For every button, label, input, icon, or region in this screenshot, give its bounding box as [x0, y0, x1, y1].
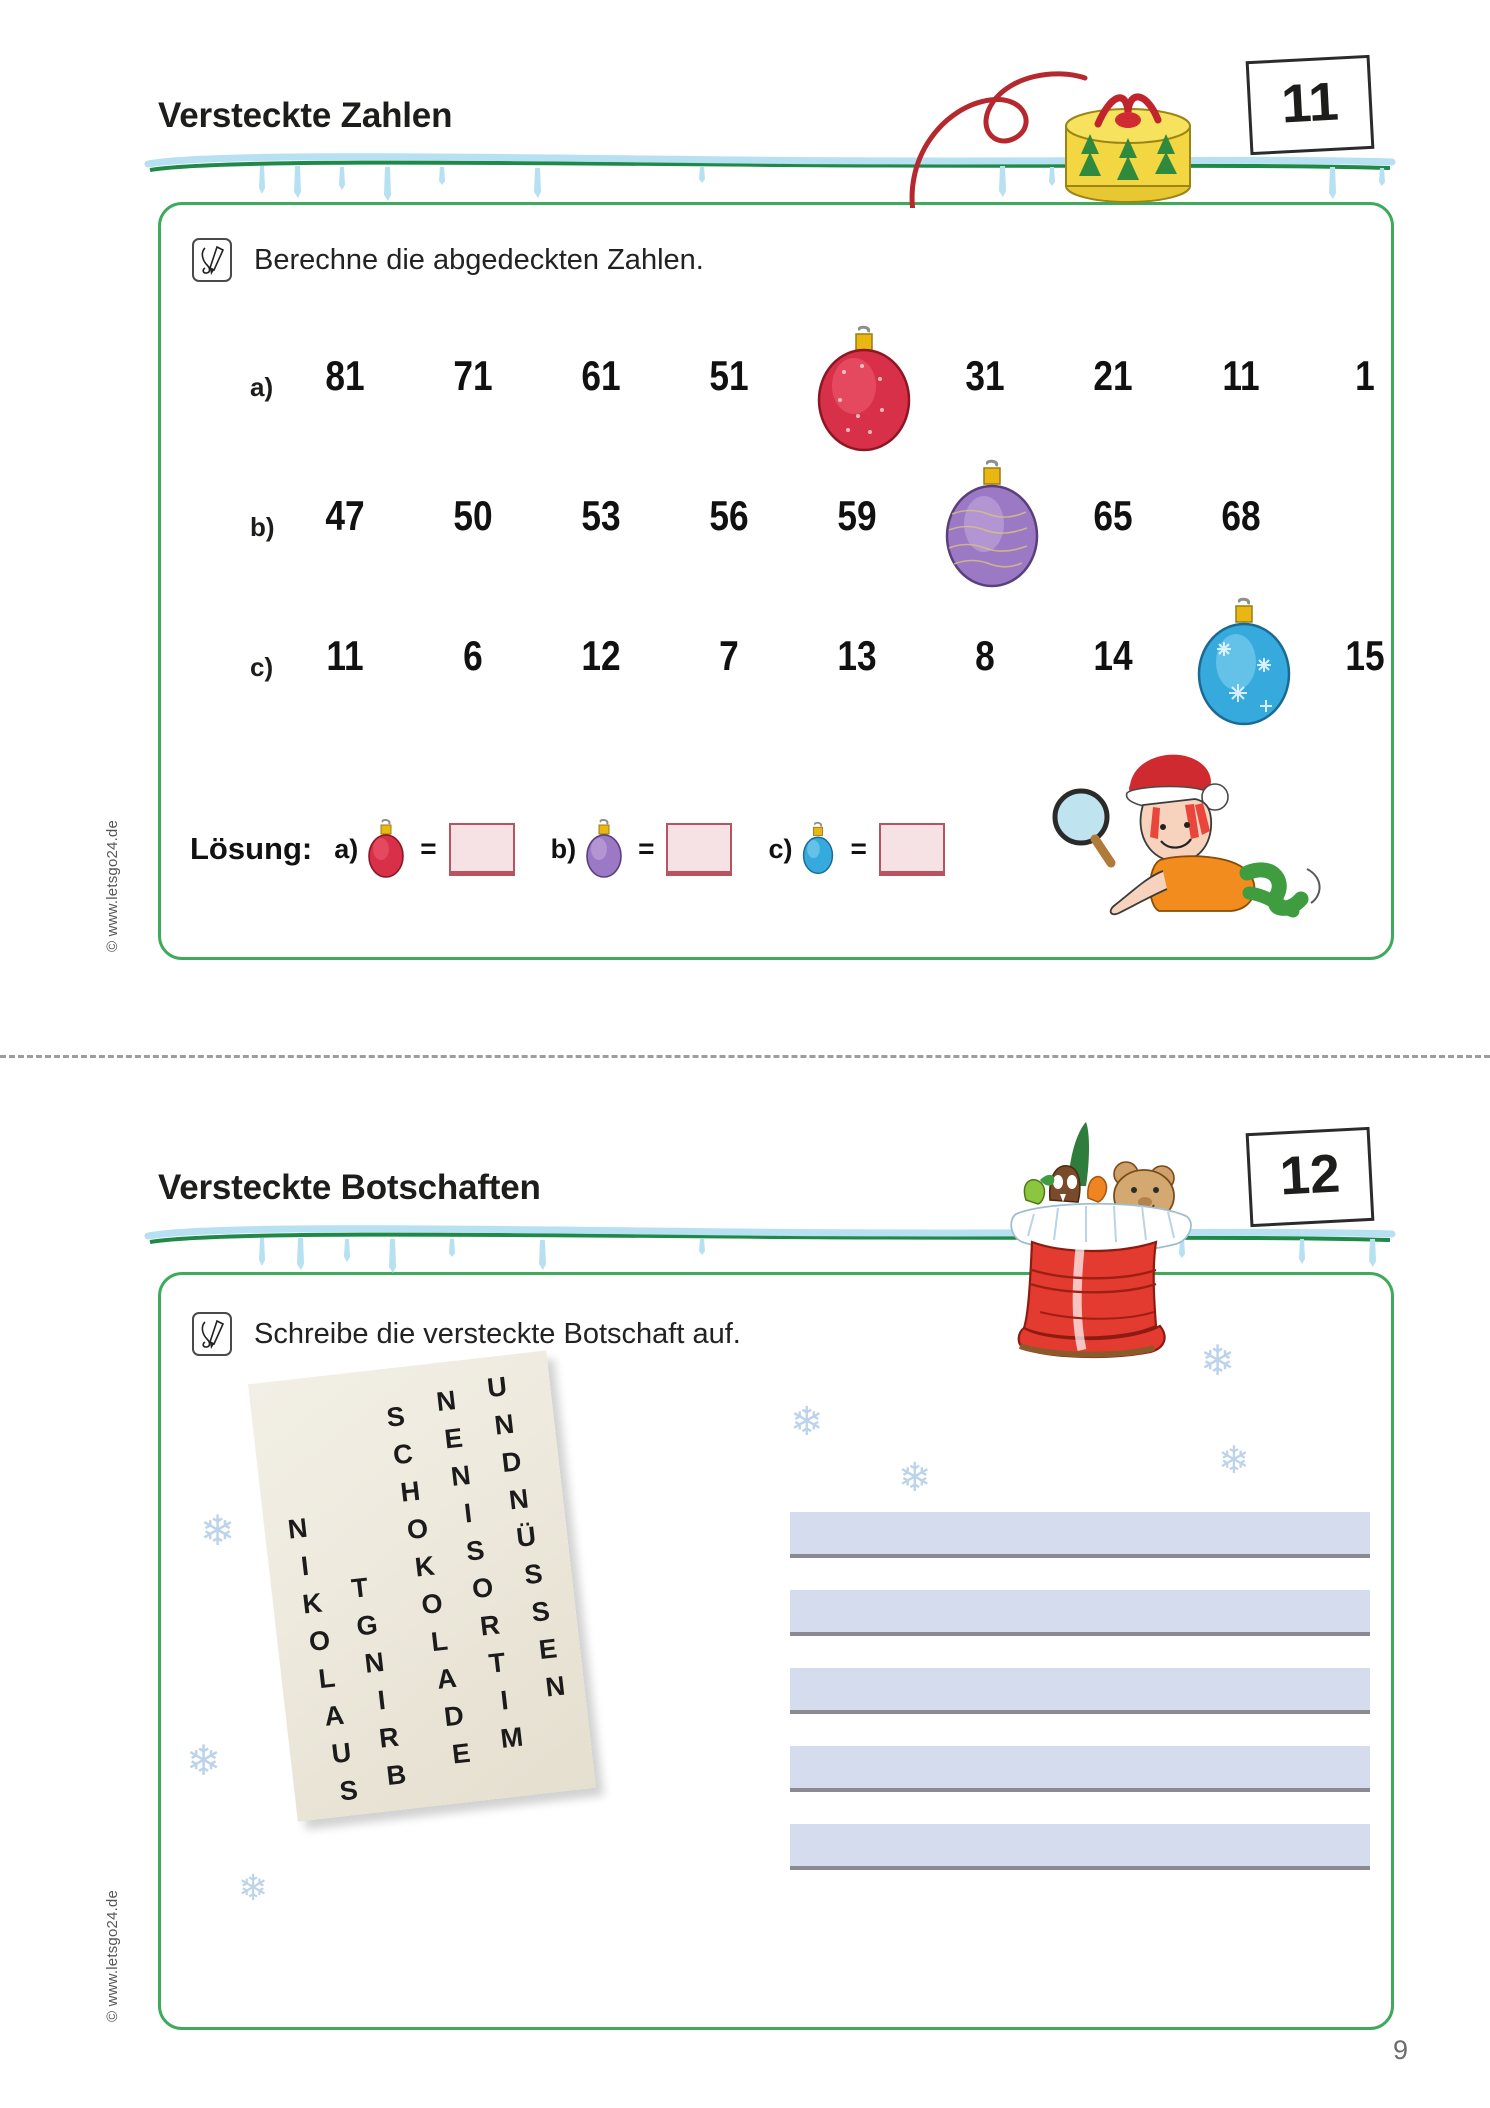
solution-item-b — [551, 818, 733, 880]
seq-c-cell-2: 12 — [581, 632, 621, 679]
worksheet-1-instruction-row — [192, 238, 704, 282]
copyright-1: © www.letsgo24.de — [104, 819, 121, 952]
grid-c4-r2: D — [500, 1446, 523, 1479]
grid-c2-r0: S — [385, 1400, 407, 1433]
pencil-icon — [192, 238, 232, 282]
solution-equals-a: = — [420, 833, 437, 864]
seq-c-cell-4: 13 — [837, 632, 877, 679]
grid-c3-r7: T — [487, 1647, 508, 1679]
grid-c2-r8: D — [442, 1700, 466, 1733]
grid-c1-r0: T — [349, 1572, 370, 1604]
ornament-blue-hiding-number — [1190, 596, 1300, 726]
solution-answer-box-c[interactable] — [879, 823, 945, 876]
seq-b-cell-3: 56 — [709, 492, 749, 539]
seq-b-cell-1: 50 — [453, 492, 493, 539]
worksheet-2-title: Versteckte Botschaften — [158, 1168, 541, 1207]
grid-c3-r3: I — [462, 1497, 474, 1529]
seq-c-cell-3: 7 — [719, 632, 739, 679]
ornament-blue-small-icon — [798, 821, 838, 877]
solution-letter-c: c) — [768, 833, 793, 864]
grid-c3-r1: E — [442, 1422, 465, 1455]
grid-c3-r0: N — [434, 1385, 458, 1418]
grid-c0-r5: A — [322, 1699, 346, 1732]
seq-a-cell-5: 31 — [965, 352, 1005, 399]
grid-c0-r0: N — [286, 1512, 310, 1545]
grid-c0-r3: O — [307, 1624, 332, 1658]
seq-b-cell-0: 47 — [325, 492, 365, 539]
sequence-label-a: a) — [250, 372, 274, 402]
grid-c1-r4: R — [377, 1721, 401, 1754]
grid-c4-r8: N — [543, 1670, 567, 1703]
seq-b-cell-4: 59 — [837, 492, 877, 539]
grid-c4-r4: Ü — [514, 1520, 538, 1553]
grid-c0-r2: K — [300, 1587, 324, 1620]
snowflake-icon: ❄ — [238, 1867, 269, 1908]
grid-c0-r1: I — [299, 1550, 311, 1582]
seq-c-cell-1: 6 — [463, 632, 483, 679]
answer-line-2[interactable] — [790, 1590, 1370, 1636]
letter-grid-paper — [248, 1350, 596, 1821]
worksheet-1-badge-number: 11 — [1279, 71, 1340, 135]
ornament-red-hiding-number — [810, 324, 920, 454]
grid-c2-r2: H — [398, 1475, 422, 1508]
grid-c2-r3: O — [405, 1513, 430, 1546]
copyright-2: © www.letsgo24.de — [104, 1889, 121, 2022]
solution-equals-c: = — [850, 833, 867, 864]
grid-c4-r1: N — [492, 1408, 516, 1441]
solution-row — [190, 818, 981, 880]
grid-c0-r4: L — [316, 1662, 337, 1695]
grid-c3-r8: I — [499, 1685, 510, 1716]
snowflake-icon: ❄ — [186, 1737, 222, 1784]
grid-c2-r6: L — [429, 1625, 450, 1658]
solution-letter-b: b) — [550, 833, 577, 864]
snowflake-icon: ❄ — [898, 1456, 932, 1500]
worksheet-2-instruction-row — [192, 1312, 741, 1356]
solution-letter-a: a) — [334, 833, 359, 864]
seq-c-cell-6: 14 — [1093, 632, 1133, 679]
snowflake-icon: ❄ — [1200, 1337, 1236, 1384]
snowflake-icon: ❄ — [200, 1507, 236, 1554]
grid-c4-r3: N — [507, 1483, 531, 1516]
solution-label: Lösung: — [190, 831, 313, 866]
sequence-label-c: c) — [250, 652, 274, 682]
grid-c2-r5: O — [419, 1587, 445, 1621]
grid-c2-r7: A — [435, 1662, 459, 1695]
child-with-magnifier-icon — [1035, 745, 1345, 925]
answer-line-5[interactable] — [790, 1824, 1370, 1870]
grid-c2-r9: E — [450, 1737, 472, 1770]
grid-c1-r5: B — [384, 1759, 408, 1792]
answer-line-3[interactable] — [790, 1668, 1370, 1714]
grid-c4-r0: U — [485, 1371, 509, 1404]
sequence-label-b: b) — [250, 512, 275, 542]
seq-c-cell-8: 15 — [1345, 632, 1385, 679]
grid-c3-r5: O — [470, 1572, 495, 1605]
solution-answer-box-a[interactable] — [449, 823, 515, 876]
grid-c1-r1: G — [354, 1609, 380, 1642]
grid-c2-r1: C — [391, 1438, 415, 1471]
seq-b-cell-6: 65 — [1093, 492, 1133, 539]
seq-a-cell-7: 11 — [1222, 352, 1260, 399]
grid-c2-r4: K — [413, 1550, 437, 1583]
seq-a-cell-1: 71 — [453, 352, 493, 399]
pencil-icon — [192, 1312, 232, 1356]
page-number: 9 — [1392, 2035, 1408, 2065]
letter-grid — [248, 1350, 596, 1821]
answer-line-4[interactable] — [790, 1746, 1370, 1792]
worksheet-2-badge — [1246, 1127, 1375, 1227]
worksheet-2-badge-number: 12 — [1278, 1143, 1342, 1207]
solution-item-a — [334, 818, 514, 880]
grid-c0-r7: S — [338, 1774, 360, 1807]
snowflake-icon: ❄ — [790, 1400, 824, 1444]
grid-c3-r9: M — [498, 1721, 525, 1754]
snowflake-icon: ❄ — [1218, 1440, 1250, 1482]
seq-b-cell-2: 53 — [581, 492, 621, 539]
seq-a-cell-2: 61 — [581, 352, 621, 399]
grid-c4-r7: E — [537, 1633, 559, 1666]
grid-c1-r2: N — [363, 1646, 386, 1679]
gift-box-icon — [1038, 68, 1218, 218]
solution-equals-b: = — [638, 833, 655, 864]
ornament-purple-small-icon — [582, 818, 626, 880]
worksheet-1-title: Versteckte Zahlen — [158, 96, 453, 135]
seq-a-cell-3: 51 — [709, 352, 749, 399]
solution-item-c — [768, 821, 944, 877]
ornament-purple-hiding-number — [938, 458, 1048, 588]
seq-a-cell-8: 1 — [1355, 352, 1375, 399]
grid-c3-r2: N — [449, 1459, 473, 1492]
ornament-red-small-icon — [364, 818, 408, 880]
grid-c4-r6: S — [530, 1595, 552, 1628]
solution-answer-box-b[interactable] — [666, 823, 732, 876]
boot-with-toys-icon — [990, 1120, 1220, 1360]
worksheet-versteckte-zahlen — [0, 0, 1490, 1000]
seq-a-cell-6: 21 — [1093, 352, 1133, 399]
answer-line-1[interactable] — [790, 1512, 1370, 1558]
worksheet-versteckte-botschaften — [0, 1040, 1490, 2050]
worksheet-1-instruction-text: Berechne die abgedeckten Zahlen. — [254, 243, 704, 276]
seq-b-cell-7: 68 — [1221, 492, 1261, 539]
seq-a-cell-0: 81 — [325, 352, 365, 399]
seq-c-cell-5: 8 — [975, 632, 995, 679]
grid-c0-r6: U — [330, 1737, 353, 1770]
grid-c4-r5: S — [522, 1558, 545, 1591]
grid-c1-r3: I — [376, 1684, 388, 1716]
worksheet-1-badge — [1246, 55, 1375, 155]
grid-c3-r4: S — [464, 1534, 486, 1567]
grid-c3-r6: R — [478, 1609, 502, 1642]
worksheet-2-instruction-text: Schreibe die versteckte Botschaft auf. — [254, 1317, 741, 1350]
seq-c-cell-0: 11 — [326, 632, 364, 679]
